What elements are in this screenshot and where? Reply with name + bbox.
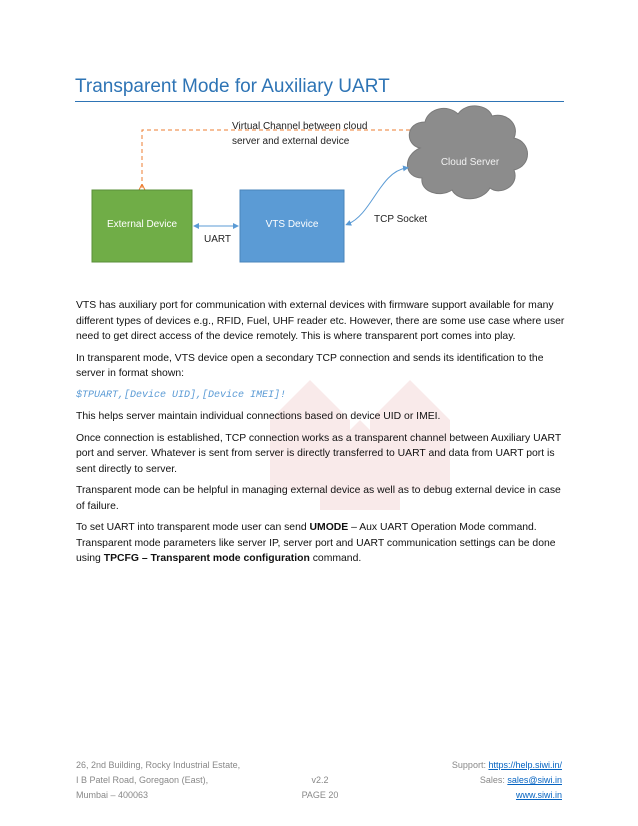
version-label: v2.2: [311, 775, 329, 785]
body-content: [76, 298, 566, 573]
paragraph-5: Transparent mode can be helpful in managing external device as well as to debug external device in case of failure.: [76, 485, 561, 512]
address-line-1: 26, 2nd Building, Rocky Industrial Estate,: [76, 760, 241, 770]
paragraph-1: VTS has auxiliary port for communication with external devices with firmware support available for many different types of devices e.g., RFID, Fuel, UHF reader etc. However, there are some use case where user need to get direct access of the device remotely. This is where transparent port comes into play.: [76, 300, 565, 342]
address-line-2: I B Patel Road, Goregaon (East),: [76, 775, 209, 785]
sales-link[interactable]: sales@siwi.in: [507, 775, 562, 785]
support-line: [452, 758, 562, 773]
virtual-channel-label-1: Virtual Channel between cloud: [232, 121, 368, 132]
paragraph-3: This helps server maintain individual connections based on device UID or IMEI.: [76, 411, 441, 422]
uart-label: UART: [204, 234, 232, 245]
umode-command: UMODE: [309, 522, 349, 533]
p6-text-3: command.: [309, 553, 362, 564]
virtual-channel-label-2: server and external device: [232, 136, 350, 147]
paragraph-2: In transparent mode, VTS device open a secondary TCP connection and sends its identification to the server in format shown:: [76, 352, 544, 379]
website-link[interactable]: www.siwi.in: [515, 790, 562, 800]
cloud-shape: [407, 106, 527, 199]
footer-contacts: [452, 758, 562, 803]
paragraph-4: Once connection is established, TCP connection works as a transparent channel between Auxiliary UART port and server. Whatever is sent from server is directly transferred to UART and data from UART port is sent directly to server.: [76, 432, 561, 475]
p6-text-2: – Aux UART Operation Mode command. Transparent mode parameters like server IP, server port and UART communication settings can be done using: [76, 522, 556, 564]
support-link[interactable]: https://help.siwi.in/: [488, 760, 562, 770]
page-title: Transparent Mode for Auxiliary UART: [75, 76, 390, 97]
support-label: Support:: [451, 760, 489, 770]
paragraph-6: [76, 520, 566, 567]
sales-label: Sales:: [479, 775, 508, 785]
footer-address: [76, 758, 240, 803]
transparent-mode-diagram: [0, 0, 638, 290]
code-format: $TPUART,[Device UID],[Device IMEI]!: [76, 389, 287, 401]
external-device-label: External Device: [106, 219, 178, 230]
p6-text-1: To set UART into transparent mode user can send: [76, 522, 310, 533]
vts-device-label: VTS Device: [265, 219, 319, 230]
sales-line: [452, 773, 562, 788]
tpcfg-command: TPCFG – Transparent mode configuration: [103, 553, 310, 564]
cloud-server-label: Cloud Server: [440, 157, 500, 168]
address-line-3: Mumbai – 400063: [76, 790, 149, 800]
tcp-socket-label: TCP Socket: [374, 214, 428, 225]
footer-center: [300, 758, 340, 803]
page-number: PAGE 20: [301, 790, 339, 800]
web-line: [452, 788, 562, 803]
